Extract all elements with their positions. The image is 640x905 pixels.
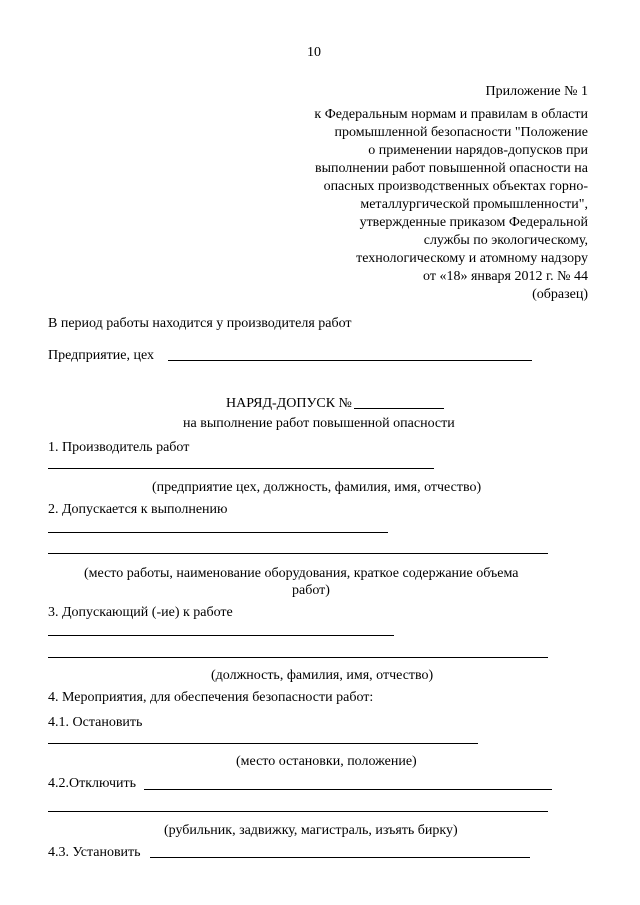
- section-3-hint: (должность, фамилия, имя, отчество): [211, 668, 434, 683]
- section-3-field-1[interactable]: [48, 635, 394, 636]
- section-1-hint: (предприятие цех, должность, фамилия, имя, отчество): [152, 480, 482, 495]
- section-4-label: 4. Мероприятия, для обеспечения безопасности работ:: [48, 690, 374, 705]
- section-2-field-2[interactable]: [48, 553, 548, 554]
- section-4-2-field-1[interactable]: [144, 789, 552, 790]
- section-3-field-2[interactable]: [48, 657, 548, 658]
- section-1-label: 1. Производитель работ: [48, 440, 190, 455]
- section-3-label: 3. Допускающий (-ие) к работе: [48, 605, 233, 620]
- section-2-field-1[interactable]: [48, 532, 388, 533]
- appendix-line: к Федеральным нормам и правилам в области: [314, 107, 588, 122]
- section-2-label: 2. Допускается к выполнению: [48, 502, 228, 517]
- section-4-1-hint: (место остановки, положение): [236, 754, 417, 769]
- enterprise-label: Предприятие, цех: [48, 348, 155, 363]
- appendix-line: от «18» января 2012 г. № 44: [423, 269, 588, 284]
- appendix-line: утвержденные приказом Федеральной: [359, 215, 588, 230]
- appendix-line: службы по экологическому,: [423, 233, 588, 248]
- appendix-line: (образец): [532, 287, 588, 302]
- enterprise-field[interactable]: [168, 360, 532, 361]
- appendix-line: промышленной безопасности "Положение: [334, 125, 588, 140]
- section-4-2-hint: (рубильник, задвижку, магистраль, изъять бирку): [164, 823, 458, 838]
- section-4-2-label: 4.2.Отключить: [48, 776, 136, 791]
- period-note: В период работы находится у производителя работ: [48, 316, 352, 331]
- appendix-line: о применении нарядов-допусков при: [368, 143, 588, 158]
- appendix-line: опасных производственных объектах горно-: [323, 179, 588, 194]
- appendix-title: Приложение № 1: [485, 84, 588, 99]
- appendix-line: выполнении работ повышенной опасности на: [314, 161, 588, 176]
- section-4-1-field[interactable]: [48, 743, 478, 744]
- section-2-hint-cont: работ): [292, 583, 330, 598]
- page-number: 10: [307, 45, 321, 60]
- section-2-hint: (место работы, наименование оборудования, краткое содержание объема: [84, 566, 519, 581]
- doc-title: НАРЯД-ДОПУСК №: [226, 396, 352, 411]
- section-4-2-field-2[interactable]: [48, 811, 548, 812]
- section-1-field[interactable]: [48, 468, 434, 469]
- section-4-1-label: 4.1. Остановить: [48, 715, 143, 730]
- appendix-line: металлургической промышленности",: [360, 197, 588, 212]
- appendix-line: технологическому и атомному надзору: [356, 251, 588, 266]
- doc-number-field[interactable]: [354, 408, 444, 409]
- section-4-3-field[interactable]: [150, 857, 530, 858]
- doc-subtitle: на выполнение работ повышенной опасности: [183, 416, 455, 431]
- section-4-3-label: 4.3. Установить: [48, 845, 141, 860]
